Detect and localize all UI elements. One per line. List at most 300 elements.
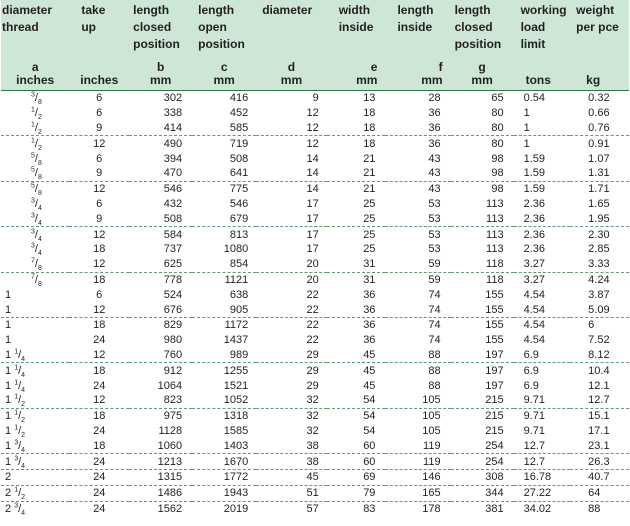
header-take-up-line2: up bbox=[81, 20, 97, 34]
cell-width-inside: 54 bbox=[363, 424, 376, 437]
cell-take-up: 9 bbox=[69, 166, 129, 181]
cell-working-load: 1.59 bbox=[523, 183, 545, 196]
cell-length-closed: 1486 bbox=[129, 485, 192, 501]
cell-length-closed: 414 bbox=[129, 121, 192, 136]
cell-length-closed: 737 bbox=[163, 243, 183, 256]
cell-length-closed: 1060 bbox=[129, 438, 192, 453]
thread-denominator: 4 bbox=[21, 462, 26, 470]
header-diameter-line1: diameter bbox=[262, 3, 313, 17]
cell-width-inside: 18 bbox=[363, 137, 376, 150]
cell-diameter: 17 bbox=[256, 211, 326, 226]
cell-width-inside: 60 bbox=[327, 454, 386, 470]
thread-denominator: 4 bbox=[37, 235, 42, 243]
cell-length-closed-2: 98 bbox=[451, 166, 514, 181]
header-weight-line2: per pce bbox=[576, 20, 619, 34]
table-row bbox=[1, 333, 629, 348]
cell-width-inside: 21 bbox=[363, 152, 376, 165]
cell-length-inside: 88 bbox=[385, 348, 450, 363]
subheader-a-letter: a bbox=[31, 60, 39, 74]
cell-working-load: 2.36 bbox=[523, 197, 545, 210]
cell-working-load: 9.71 bbox=[514, 393, 571, 408]
cell-diameter-thread: 1 $^1/_4$ bbox=[5, 378, 26, 394]
thread-whole: 1 bbox=[5, 334, 12, 347]
cell-length-open: 1670 bbox=[192, 454, 256, 470]
cell-length-inside: 53 bbox=[385, 211, 450, 226]
thread-denominator: 4 bbox=[21, 510, 26, 518]
cell-length-inside: 36 bbox=[385, 121, 450, 136]
header-length-closed-2-line2: closed bbox=[454, 20, 493, 34]
cell-length-closed-2: 98 bbox=[491, 183, 504, 196]
subheader-d-letter: d bbox=[287, 60, 296, 74]
cell-width-inside: 21 bbox=[363, 183, 376, 196]
thread-denominator: 8 bbox=[37, 265, 42, 273]
cell-length-inside: 105 bbox=[422, 410, 441, 423]
header-length-closed bbox=[129, 0, 192, 61]
cell-length-inside: 53 bbox=[428, 228, 441, 241]
cell-width-inside: 25 bbox=[363, 243, 376, 256]
thread-numerator: 1 bbox=[14, 393, 19, 401]
cell-take-up: 18 bbox=[93, 364, 106, 377]
table-row bbox=[1, 302, 629, 317]
cell-diameter-thread: 2 $^3/_4$ bbox=[5, 502, 26, 518]
thread-whole: 1 bbox=[5, 424, 12, 437]
cell-length-closed: 1315 bbox=[129, 469, 192, 485]
cell-length-closed: 778 bbox=[163, 273, 183, 286]
cell-length-closed-2: 98 bbox=[491, 152, 504, 165]
table-row bbox=[1, 469, 629, 485]
cell-weight: 2.30 bbox=[588, 228, 610, 241]
cell-length-open: 905 bbox=[192, 302, 256, 317]
cell-weight: 0.76 bbox=[570, 121, 629, 136]
cell-length-closed-2: 155 bbox=[485, 319, 504, 332]
table-row bbox=[1, 227, 629, 242]
cell-take-up: 6 bbox=[96, 92, 103, 105]
table-row bbox=[1, 197, 629, 212]
cell-take-up: 12 bbox=[93, 183, 106, 196]
cell-width-inside: 36 bbox=[327, 302, 386, 317]
thread-whole: 1 bbox=[5, 394, 12, 407]
cell-length-inside: 74 bbox=[428, 288, 441, 301]
cell-length-closed: 584 bbox=[163, 228, 183, 241]
cell-take-up: 18 bbox=[93, 273, 106, 286]
cell-weight: 1.71 bbox=[588, 183, 610, 196]
cell-diameter-thread: 1 $^1/_2$ bbox=[1, 393, 69, 408]
cell-length-closed: 760 bbox=[129, 348, 192, 363]
subheader-b bbox=[129, 61, 192, 91]
cell-working-load: 16.78 bbox=[514, 469, 571, 485]
cell-weight: 23.1 bbox=[570, 438, 629, 453]
cell-length-open: 1437 bbox=[223, 334, 249, 347]
cell-working-load: 9.71 bbox=[523, 410, 545, 423]
header-working-load-line3: limit bbox=[520, 37, 546, 51]
subheader-c-letter: c bbox=[220, 60, 228, 74]
cell-length-closed-2: 80 bbox=[491, 107, 504, 120]
table-row bbox=[1, 501, 629, 516]
cell-weight: 3.87 bbox=[588, 288, 610, 301]
cell-length-closed-2: 118 bbox=[486, 273, 504, 286]
thread-numerator: 3 bbox=[31, 227, 35, 235]
thread-whole: 1 bbox=[5, 288, 12, 301]
cell-diameter: 29 bbox=[306, 364, 319, 377]
table-header bbox=[1, 0, 629, 91]
thread-denominator: 8 bbox=[37, 99, 42, 107]
thread-numerator: 5 bbox=[31, 166, 35, 174]
cell-length-open: 1585 bbox=[223, 424, 249, 437]
cell-diameter-thread: $^1/_2$ bbox=[31, 137, 42, 152]
cell-length-open: 508 bbox=[229, 152, 249, 165]
subheader-d bbox=[256, 61, 326, 91]
cell-diameter-thread bbox=[1, 287, 69, 302]
cell-diameter-thread: $^3/_4$ bbox=[31, 227, 42, 243]
subheader-weight-unit: kg bbox=[586, 73, 601, 87]
thread-numerator: 3 bbox=[14, 502, 19, 510]
cell-weight: 88 bbox=[588, 502, 601, 515]
table-row bbox=[1, 424, 629, 439]
cell-width-inside: 54 bbox=[327, 393, 386, 408]
cell-length-open: 1772 bbox=[192, 469, 256, 485]
cell-width-inside: 79 bbox=[327, 485, 386, 501]
cell-weight: 1.31 bbox=[570, 166, 629, 181]
cell-length-closed: 829 bbox=[163, 319, 183, 332]
cell-diameter-thread: 1 $^3/_4$ bbox=[1, 454, 69, 470]
thread-numerator: 1 bbox=[31, 106, 35, 114]
cell-diameter: 51 bbox=[256, 485, 326, 501]
cell-width-inside: 31 bbox=[363, 273, 376, 286]
cell-diameter-thread bbox=[1, 317, 69, 332]
cell-diameter: 17 bbox=[306, 228, 319, 241]
cell-weight: 1.95 bbox=[570, 211, 629, 226]
cell-length-closed: 912 bbox=[163, 364, 183, 377]
cell-length-open: 452 bbox=[229, 107, 249, 120]
cell-diameter: 22 bbox=[256, 302, 326, 317]
cell-length-closed-2: 118 bbox=[451, 257, 514, 272]
thread-numerator: 1 bbox=[14, 378, 19, 386]
cell-diameter: 38 bbox=[256, 438, 326, 453]
spec-table bbox=[1, 0, 629, 516]
cell-length-inside: 146 bbox=[385, 469, 450, 485]
subheader-e-letter: e bbox=[370, 60, 378, 74]
cell-diameter-thread: 1 $^1/_4$ bbox=[5, 364, 26, 379]
cell-length-inside: 36 bbox=[428, 107, 441, 120]
cell-width-inside: 36 bbox=[363, 288, 376, 301]
cell-weight: 0.32 bbox=[588, 92, 610, 105]
cell-length-open: 854 bbox=[192, 257, 256, 272]
thread-numerator: 1 bbox=[14, 424, 19, 432]
thread-denominator: 8 bbox=[37, 159, 42, 167]
cell-length-closed-2: 80 bbox=[451, 121, 514, 136]
header-length-closed-line1: length bbox=[133, 3, 170, 17]
thread-whole: 1 bbox=[5, 303, 12, 316]
cell-take-up: 12 bbox=[93, 228, 106, 241]
cell-length-inside: 178 bbox=[422, 502, 441, 515]
cell-take-up: 9 bbox=[69, 121, 129, 136]
cell-diameter-thread: $^3/_8$ bbox=[31, 91, 42, 107]
header-length-open-line1: length bbox=[198, 3, 235, 17]
cell-length-open: 641 bbox=[192, 166, 256, 181]
cell-width-inside: 45 bbox=[363, 364, 376, 377]
cell-length-closed: 394 bbox=[163, 152, 183, 165]
cell-diameter: 20 bbox=[256, 257, 326, 272]
cell-working-load: 2.36 bbox=[523, 243, 545, 256]
cell-weight: 64 bbox=[570, 485, 629, 501]
cell-width-inside: 83 bbox=[363, 502, 376, 515]
cell-length-closed-2: 80 bbox=[491, 137, 504, 150]
cell-take-up: 24 bbox=[93, 379, 106, 392]
cell-weight: 4.24 bbox=[588, 273, 610, 286]
header-length-closed-line3: position bbox=[133, 37, 180, 51]
table-row bbox=[1, 257, 629, 272]
subheader-e bbox=[327, 61, 386, 91]
cell-length-closed-2: 113 bbox=[486, 228, 504, 241]
cell-diameter-thread bbox=[1, 333, 69, 348]
cell-length-closed-2: 197 bbox=[485, 379, 504, 392]
table-row bbox=[1, 272, 629, 287]
cell-length-open: 638 bbox=[229, 288, 249, 301]
thread-numerator: 3 bbox=[14, 439, 19, 447]
cell-length-open: 1403 bbox=[192, 438, 256, 453]
cell-length-closed-2: 113 bbox=[451, 211, 514, 226]
cell-working-load: 6.9 bbox=[523, 364, 539, 377]
table-row bbox=[1, 166, 629, 181]
cell-length-closed: 338 bbox=[163, 107, 183, 120]
cell-diameter-thread: $^5/_8$ bbox=[31, 151, 42, 167]
thread-denominator: 2 bbox=[21, 494, 26, 502]
cell-take-up: 6 bbox=[96, 152, 103, 165]
table-row bbox=[1, 242, 629, 257]
subheader-g-unit: mm bbox=[471, 73, 493, 87]
cell-length-closed: 676 bbox=[129, 302, 192, 317]
cell-length-closed-2: 215 bbox=[451, 393, 514, 408]
thread-numerator: 7 bbox=[31, 273, 35, 281]
cell-diameter-thread bbox=[1, 469, 69, 485]
cell-diameter-thread: $^1/_2$ bbox=[31, 106, 42, 122]
subheader-c-unit: mm bbox=[213, 73, 235, 87]
subheader-g-letter: g bbox=[478, 60, 486, 74]
cell-diameter: 12 bbox=[306, 137, 319, 150]
cell-length-inside: 105 bbox=[422, 424, 441, 437]
cell-working-load: 12.7 bbox=[514, 438, 571, 453]
thread-numerator: 1 bbox=[31, 121, 35, 129]
cell-length-closed: 490 bbox=[163, 137, 183, 150]
cell-diameter: 32 bbox=[256, 393, 326, 408]
cell-take-up: 18 bbox=[93, 410, 106, 423]
cell-working-load: 2.36 bbox=[523, 228, 545, 241]
cell-take-up: 12 bbox=[93, 137, 106, 150]
table-row bbox=[1, 454, 629, 470]
cell-weight: 5.09 bbox=[570, 302, 629, 317]
cell-width-inside: 45 bbox=[363, 379, 376, 392]
thread-denominator: 4 bbox=[21, 356, 26, 364]
thread-whole: 1 bbox=[5, 410, 12, 423]
header-length-inside-line1: length bbox=[397, 3, 434, 17]
cell-diameter: 17 bbox=[306, 243, 319, 256]
cell-length-inside: 88 bbox=[428, 364, 441, 377]
cell-diameter-thread: $^7/_8$ bbox=[1, 257, 69, 272]
cell-length-closed: 508 bbox=[129, 211, 192, 226]
thread-numerator: 3 bbox=[14, 454, 19, 462]
subheader-d-unit: mm bbox=[280, 73, 303, 87]
header-working-load bbox=[514, 0, 571, 61]
cell-length-open: 775 bbox=[229, 183, 249, 196]
cell-diameter: 57 bbox=[306, 502, 319, 515]
thread-whole: 2 bbox=[5, 471, 12, 484]
cell-weight: 1.65 bbox=[588, 197, 610, 210]
header-diameter-thread bbox=[1, 0, 69, 61]
thread-numerator: 1 bbox=[31, 137, 35, 145]
cell-length-inside: 28 bbox=[428, 92, 441, 105]
header-width-inside-line1: width bbox=[338, 3, 371, 17]
cell-width-inside: 18 bbox=[327, 121, 386, 136]
cell-weight: 2.85 bbox=[588, 243, 610, 256]
thread-whole: 1 bbox=[5, 364, 12, 377]
cell-diameter: 9 bbox=[312, 92, 319, 105]
cell-length-open: 989 bbox=[192, 348, 256, 363]
cell-take-up: 24 bbox=[69, 485, 129, 501]
header-length-inside-line2: inside bbox=[397, 20, 433, 34]
cell-weight: 10.4 bbox=[588, 364, 610, 377]
cell-length-closed-2: 381 bbox=[485, 502, 504, 515]
cell-length-inside: 119 bbox=[385, 454, 450, 470]
thread-whole: 2 bbox=[5, 487, 12, 500]
cell-diameter: 22 bbox=[306, 334, 319, 347]
thread-whole: 1 bbox=[5, 439, 12, 452]
cell-width-inside: 25 bbox=[327, 211, 386, 226]
subheader-b-unit: mm bbox=[149, 73, 172, 87]
cell-length-open: 1052 bbox=[192, 393, 256, 408]
cell-length-closed: 302 bbox=[163, 92, 183, 105]
cell-length-inside: 165 bbox=[385, 485, 450, 501]
cell-length-inside: 74 bbox=[428, 319, 441, 332]
cell-length-closed-2: 197 bbox=[451, 348, 514, 363]
cell-length-closed-2: 197 bbox=[485, 364, 504, 377]
cell-working-load: 2.36 bbox=[514, 211, 571, 226]
cell-weight: 12.7 bbox=[570, 393, 629, 408]
header-weight bbox=[570, 0, 629, 61]
cell-take-up: 6 bbox=[96, 197, 103, 210]
cell-working-load: 6.9 bbox=[523, 379, 539, 392]
subheader-a bbox=[1, 61, 69, 91]
thread-whole: 2 bbox=[5, 502, 12, 515]
subheader-e-unit: mm bbox=[356, 73, 378, 87]
cell-working-load: 4.54 bbox=[523, 334, 545, 347]
thread-denominator: 8 bbox=[37, 190, 42, 198]
subheader-a-unit: inches bbox=[16, 73, 55, 87]
cell-length-closed-2: 65 bbox=[491, 92, 504, 105]
cell-length-open: 1172 bbox=[224, 319, 249, 332]
subheader-f-letter: f bbox=[438, 60, 443, 74]
cell-length-inside: 59 bbox=[385, 257, 450, 272]
cell-length-open: 1943 bbox=[192, 485, 256, 501]
cell-take-up: 24 bbox=[93, 424, 106, 437]
table-body bbox=[1, 91, 629, 517]
cell-weight: 3.33 bbox=[570, 257, 629, 272]
cell-length-closed-2: 113 bbox=[486, 197, 504, 210]
cell-length-open: 1080 bbox=[223, 243, 249, 256]
cell-length-closed: 524 bbox=[163, 288, 183, 301]
cell-length-inside: 74 bbox=[428, 334, 441, 347]
table-row bbox=[1, 408, 629, 423]
header-length-open bbox=[192, 0, 256, 61]
subheader-f-unit: mm bbox=[421, 73, 443, 87]
thread-numerator: 1 bbox=[14, 364, 19, 372]
cell-working-load: 3.27 bbox=[523, 273, 545, 286]
unit-row bbox=[1, 61, 629, 91]
subheader-b-letter: b bbox=[156, 60, 165, 74]
cell-length-closed-2: 215 bbox=[485, 424, 504, 437]
cell-weight: 7.52 bbox=[588, 334, 610, 347]
cell-length-open: 416 bbox=[229, 92, 249, 105]
subheader-weight bbox=[570, 61, 629, 91]
thread-denominator: 8 bbox=[37, 174, 42, 182]
cell-diameter: 12 bbox=[256, 121, 326, 136]
thread-numerator: 3 bbox=[31, 212, 35, 220]
cell-take-up: 18 bbox=[69, 438, 129, 453]
header-length-open-line3: position bbox=[198, 37, 245, 51]
cell-weight: 40.7 bbox=[570, 469, 629, 485]
cell-length-closed: 1128 bbox=[158, 424, 183, 437]
cell-diameter: 29 bbox=[306, 379, 319, 392]
thread-denominator: 4 bbox=[37, 205, 42, 213]
cell-working-load: 1 bbox=[523, 107, 530, 120]
cell-working-load: 12.7 bbox=[514, 454, 571, 470]
thread-denominator: 4 bbox=[21, 446, 26, 454]
cell-working-load: 27.22 bbox=[514, 485, 571, 501]
cell-width-inside: 21 bbox=[327, 166, 386, 181]
thread-denominator: 2 bbox=[21, 432, 26, 440]
thread-numerator: 5 bbox=[31, 151, 35, 159]
cell-diameter-thread: $^3/_4$ bbox=[1, 211, 69, 226]
cell-width-inside: 25 bbox=[363, 197, 376, 210]
table-row bbox=[1, 106, 629, 121]
header-diameter-thread-line1: diameter bbox=[2, 3, 53, 17]
cell-working-load: 3.27 bbox=[514, 257, 571, 272]
cell-diameter: 14 bbox=[306, 183, 319, 196]
cell-diameter-thread: 2 $^1/_2$ bbox=[1, 485, 69, 501]
cell-length-inside: 53 bbox=[428, 197, 441, 210]
thread-whole: 1 bbox=[5, 455, 12, 468]
header-length-closed-2-line3: position bbox=[454, 37, 502, 51]
cell-length-inside: 43 bbox=[428, 183, 441, 196]
cell-width-inside: 36 bbox=[363, 334, 376, 347]
header-working-load-line1: working bbox=[520, 3, 567, 17]
subheader-f bbox=[385, 61, 450, 91]
cell-weight: 0.66 bbox=[588, 107, 610, 120]
thread-whole: 1 bbox=[5, 319, 12, 332]
cell-width-inside: 54 bbox=[363, 410, 376, 423]
cell-length-closed: 1213 bbox=[129, 454, 192, 470]
cell-length-closed: 980 bbox=[163, 334, 183, 347]
thread-denominator: 2 bbox=[37, 114, 42, 122]
cell-diameter: 22 bbox=[306, 288, 319, 301]
subheader-load-unit: tons bbox=[525, 73, 551, 87]
cell-diameter: 20 bbox=[306, 273, 319, 286]
cell-take-up: 12 bbox=[69, 393, 129, 408]
cell-working-load: 9.71 bbox=[523, 424, 545, 437]
cell-length-inside: 105 bbox=[385, 393, 450, 408]
cell-diameter: 45 bbox=[256, 469, 326, 485]
cell-length-closed: 625 bbox=[129, 257, 192, 272]
cell-weight: 8.12 bbox=[570, 348, 629, 363]
table-row bbox=[1, 378, 629, 393]
cell-diameter: 12 bbox=[306, 107, 319, 120]
cell-width-inside: 45 bbox=[327, 348, 386, 363]
table-row bbox=[1, 121, 629, 136]
cell-diameter-thread bbox=[1, 302, 69, 317]
table-row bbox=[1, 287, 629, 302]
subheader-takeup-unit: inches bbox=[80, 73, 119, 87]
thread-whole: 1 bbox=[5, 348, 12, 361]
table-row bbox=[1, 485, 629, 501]
